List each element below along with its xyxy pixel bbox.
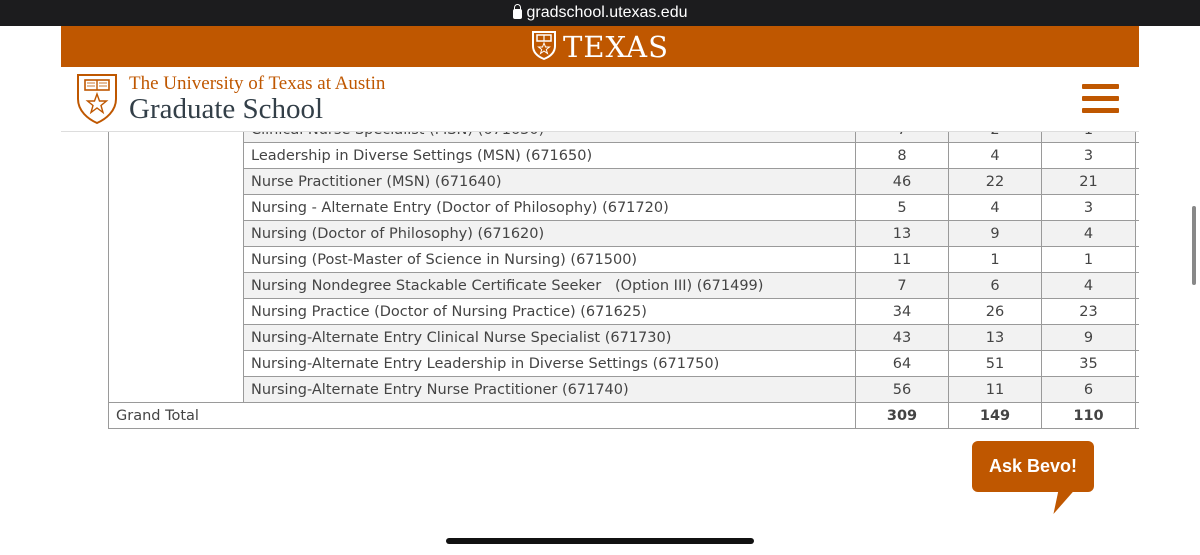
count-cell: 23 [1042, 299, 1136, 325]
table-edge [1136, 325, 1139, 351]
table-row [109, 143, 1139, 169]
menu-bar [1082, 96, 1119, 101]
table-edge [1136, 403, 1139, 429]
menu-bar [1082, 84, 1119, 89]
count-cell: 4 [1042, 221, 1136, 247]
count-cell: 11 [856, 247, 949, 273]
table-edge [1136, 221, 1139, 247]
table-row [109, 247, 1139, 273]
count-cell: 3 [1042, 143, 1136, 169]
table-row [109, 351, 1139, 377]
table-row [109, 195, 1139, 221]
count-cell: 64 [856, 351, 949, 377]
count-cell: 34 [856, 299, 949, 325]
count-cell: 46 [856, 169, 949, 195]
program-cell: Nursing Nondegree Stackable Certificate Seeker (Option III) (671499) [244, 273, 856, 299]
program-cell: Nursing Practice (Doctor of Nursing Practice) (671625) [244, 299, 856, 325]
count-cell: 5 [856, 195, 949, 221]
count-cell: 22 [949, 169, 1042, 195]
program-cell: Nursing (Post-Master of Science in Nursing) (671500) [244, 247, 856, 273]
university-name[interactable]: The University of Texas at Austin [129, 73, 386, 94]
table-edge [1136, 299, 1139, 325]
count-cell: 4 [1042, 273, 1136, 299]
count-cell: 9 [949, 221, 1042, 247]
grand-total-cell: 309 [856, 403, 949, 429]
program-cell: Leadership in Diverse Settings (MSN) (671650) [244, 143, 856, 169]
count-cell: 43 [856, 325, 949, 351]
count-cell: 6 [949, 273, 1042, 299]
group-cell [109, 117, 244, 403]
count-cell: 13 [949, 325, 1042, 351]
grand-total-cell: 110 [1042, 403, 1136, 429]
count-cell: 26 [949, 299, 1042, 325]
table-row [109, 299, 1139, 325]
program-cell: Nursing-Alternate Entry Nurse Practitioner (671740) [244, 377, 856, 403]
table-row [109, 169, 1139, 195]
count-cell: 7 [856, 273, 949, 299]
count-cell: 51 [949, 351, 1042, 377]
count-cell: 1 [949, 247, 1042, 273]
count-cell: 35 [1042, 351, 1136, 377]
count-cell: 56 [856, 377, 949, 403]
count-cell: 1 [1042, 247, 1136, 273]
table-body [109, 117, 1139, 429]
program-cell: Nurse Practitioner (MSN) (671640) [244, 169, 856, 195]
table-edge [1136, 143, 1139, 169]
table-edge [1136, 377, 1139, 403]
menu-bar [1082, 108, 1119, 113]
table-edge [1136, 195, 1139, 221]
program-cell: Nursing - Alternate Entry (Doctor of Philosophy) (671720) [244, 195, 856, 221]
program-cell: Nursing-Alternate Entry Clinical Nurse Specialist (671730) [244, 325, 856, 351]
university-seal-icon[interactable] [76, 73, 118, 129]
table-edge [1136, 247, 1139, 273]
texas-wordmark: TEXAS [563, 29, 669, 64]
table-edge [1136, 351, 1139, 377]
results-table [108, 116, 1139, 429]
count-cell: 6 [1042, 377, 1136, 403]
grand-total-cell: 149 [949, 403, 1042, 429]
grand-total-row [109, 403, 1139, 429]
count-cell: 21 [1042, 169, 1136, 195]
count-cell: 9 [1042, 325, 1136, 351]
url-text: gradschool.utexas.edu [526, 4, 688, 21]
program-cell: Nursing-Alternate Entry Leadership in Diverse Settings (671750) [244, 351, 856, 377]
count-cell: 4 [949, 143, 1042, 169]
table-edge [1136, 169, 1139, 195]
table-row [109, 273, 1139, 299]
hamburger-menu-icon[interactable] [1082, 84, 1119, 113]
count-cell: 13 [856, 221, 949, 247]
count-cell: 3 [1042, 195, 1136, 221]
table-edge [1136, 273, 1139, 299]
program-cell: Nursing (Doctor of Philosophy) (671620) [244, 221, 856, 247]
table-row [109, 377, 1139, 403]
count-cell: 8 [856, 143, 949, 169]
table-row [109, 221, 1139, 247]
count-cell: 11 [949, 377, 1042, 403]
table-row [109, 325, 1139, 351]
ask-bevo-label: Ask Bevo! [988, 456, 1078, 476]
school-name[interactable]: Graduate School [129, 93, 324, 125]
count-cell: 4 [949, 195, 1042, 221]
site-header [61, 67, 1139, 132]
grand-total-label: Grand Total [109, 403, 856, 429]
